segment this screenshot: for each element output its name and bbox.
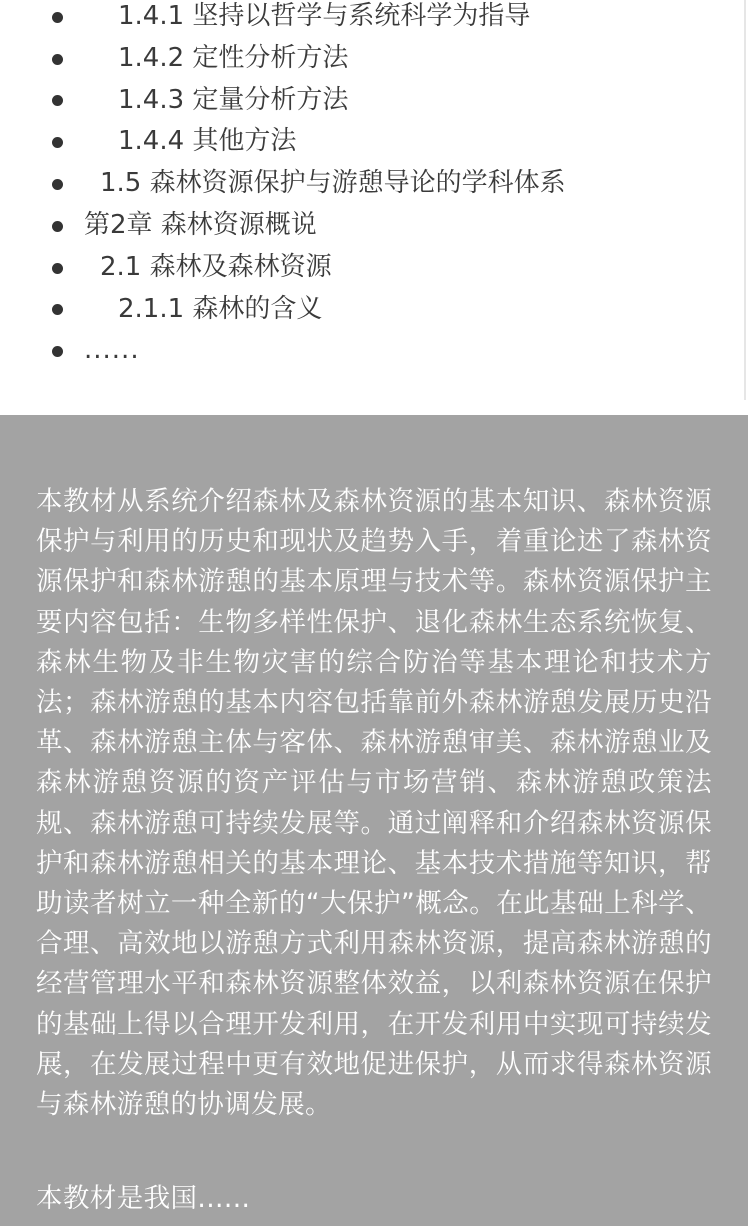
toc-item [0,205,744,247]
toc-item-label: 1.4.2 定性分析方法 [118,42,349,73]
summary-paragraph: 本教材从系统介绍森林及森林资源的基本知识、森林资源保护与利用的历史和现状及趋势入手，着重论述了森林资源保护和森林游憩的基本原理与技术等。森林资源保护主要内容包括：生物多样性保护、退化森林生态系统恢复、森林生物及非生物灾害的综合防治等基本理论和技术方法；森林游憩的基本内容包括靠前外森林游憩发展历史沿革、森林游憩主体与客体、森林游憩审美、森林游憩业及森林游憩资源的资产评估与市场营销、森林游憩政策法规、森林游憩可持续发展等。通过阐释和介绍森林资源保护和森林游憩相关的基本理论、基本技术措施等知识，帮助读者树立一种全新的“大保护”概念。在此基础上科学、合理、高效地以游憩方式利用森林资源，提高森林游憩的经营管理水平和森林资源整体效益，以利森林资源在保护的基础上得以合理开发利用，在开发利用中实现可持续发展，在发展过程中更有效地促进保护，从而求得森林资源与森林游憩的协调发展。 [36,486,712,1121]
toc-item-label: 1.4.3 定量分析方法 [118,84,349,115]
toc-item [0,330,744,372]
bullet-icon [52,137,63,148]
bullet-icon [52,221,63,232]
bullet-icon [52,54,63,65]
summary-paragraph: 本教材是我国...... [36,1183,251,1214]
toc-item [0,289,744,331]
toc-item-label: 1.5 森林资源保护与游憩导论的学科体系 [100,168,566,199]
bullet-icon [52,263,63,274]
toc-item [0,163,744,205]
toc-item-label: 2.1 森林及森林资源 [100,251,332,282]
toc-item-label: 1.4.4 其他方法 [118,126,297,157]
bullet-icon [52,95,63,106]
bullet-icon [52,346,63,357]
toc-item [0,247,744,289]
bullet-icon [52,12,63,23]
toc-item-label: 第2章 森林资源概说 [84,209,317,240]
toc-item [0,80,744,122]
toc-list [0,0,744,372]
toc-item [0,38,744,80]
book-summary [0,415,748,1226]
bullet-icon [52,304,63,315]
toc-item-label: 1.4.1 坚持以哲学与系统科学为指导 [118,1,531,31]
toc-item [0,121,744,163]
bullet-icon [52,179,63,190]
toc-item [0,0,744,38]
toc-item-label: ...... [84,335,140,366]
toc-item-label: 2.1.1 森林的含义 [118,293,323,324]
table-of-contents [0,0,746,400]
